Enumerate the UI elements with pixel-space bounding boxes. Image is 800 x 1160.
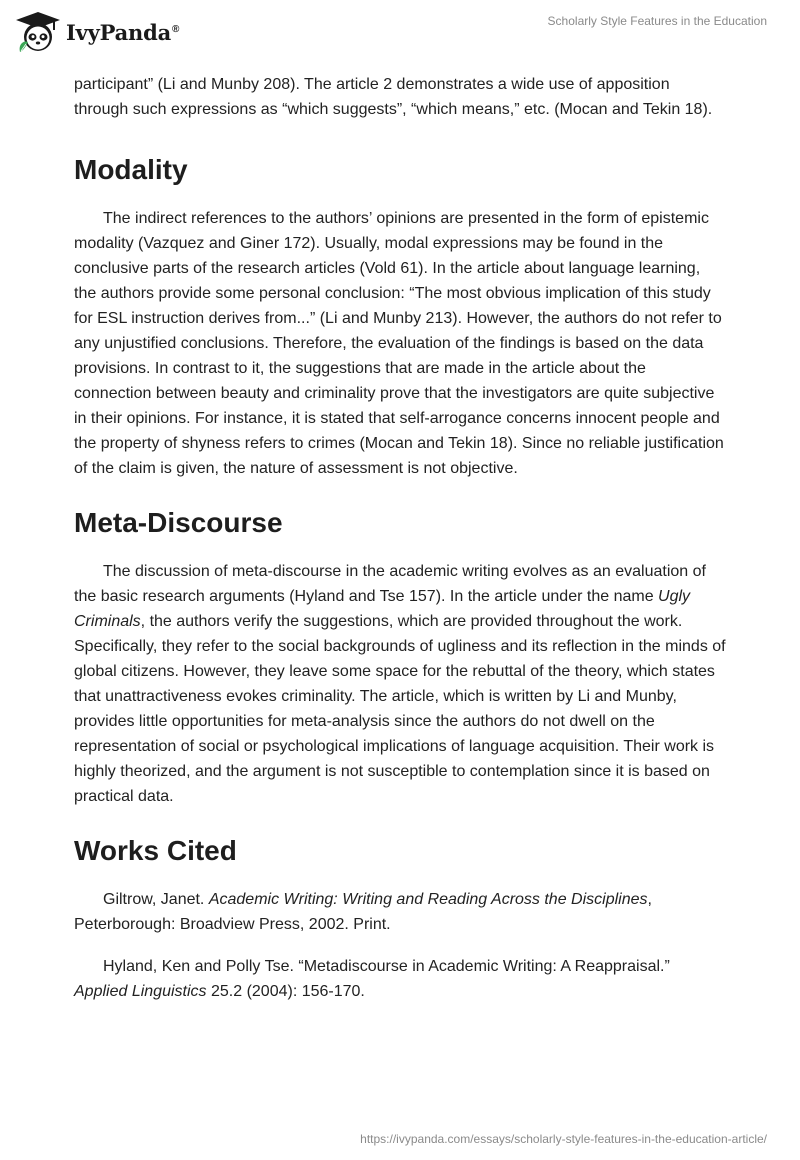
brand-name: IvyPanda® [66, 19, 180, 45]
section-heading-works-cited: Works Cited [74, 835, 237, 866]
panda-logo-icon [14, 10, 62, 54]
citation-title-italic: Academic Writing: Writing and Reading Across the Disciplines [208, 891, 648, 908]
article-body [74, 72, 726, 1004]
document-title: Scholarly Style Features in the Education [547, 14, 767, 28]
article-title-italic: Ugly Criminals [74, 588, 691, 630]
journal-title-italic: Applied Linguistics [74, 983, 207, 1000]
page-header [0, 0, 800, 64]
modality-paragraph: The indirect references to the authors’ opinions are presented in the form of epistemic modality (Vazquez and Giner 172). Usually, modal expressions may be found in the conclusive parts of the research articles (Vold 61). In the article about language learning, the authors provide some personal conclusion: “The most obvious implication of this study for ESL instruction derives from...” (Li and Munby 213). However, the authors do not refer to any unjustified conclusions. Therefore, the evaluation of the findings is based on the data provisions. In contrast to it, the suggestions that are made in the article about the connection between beauty and criminality prove that the investigators are quite subjective in their opinions. For instance, it is stated that self-arrogance concerns innocent people and the property of shyness refers to crimes (Mocan and Tekin 18). Since no reliable justification of the claim is given, the nature of assessment is not objective. [74, 210, 724, 477]
citation-entry: Giltrow, Janet. Academic Writing: Writing and Reading Across the Disciplines, Peterborough: Broadview Press, 2002. Print. [74, 891, 652, 933]
meta-discourse-paragraph: The discussion of meta-discourse in the academic writing evolves as an evaluation of the basic research arguments (Hyland and Tse 157). In the article under the name Ugly Criminals, the authors verify the suggestions, which are provided throughout the work. Specifically, they refer to the social backgrounds of ugliness and its reflection in the minds of global citizens. However, they leave some space for the rebuttal of the theory, which states that unattractiveness evokes criminality. The article, which is written by Li and Munby, provides little opportunities for meta-analysis since the authors do not dwell on the representation of social or psychological implications of language acquisition. Their work is highly theorized, and the argument is not susceptible to contemplation since it is based on practical data. [74, 563, 726, 805]
registered-mark: ® [172, 23, 180, 35]
source-url[interactable]: https://ivypanda.com/essays/scholarly-style-features-in-the-education-article/ [360, 1132, 767, 1146]
intro-paragraph: participant” (Li and Munby 208). The article 2 demonstrates a wide use of apposition through such expressions as “which suggests”, “which means,” etc. (Mocan and Tekin 18). [74, 76, 713, 118]
section-heading-meta-discourse: Meta-Discourse [74, 507, 283, 538]
section-heading-modality: Modality [74, 154, 188, 185]
citation-entry: Hyland, Ken and Polly Tse. “Metadiscourse in Academic Writing: A Reappraisal.” Applied Linguistics 25.2 (2004): 156-170. [74, 958, 670, 1000]
brand-logo[interactable] [14, 10, 179, 54]
